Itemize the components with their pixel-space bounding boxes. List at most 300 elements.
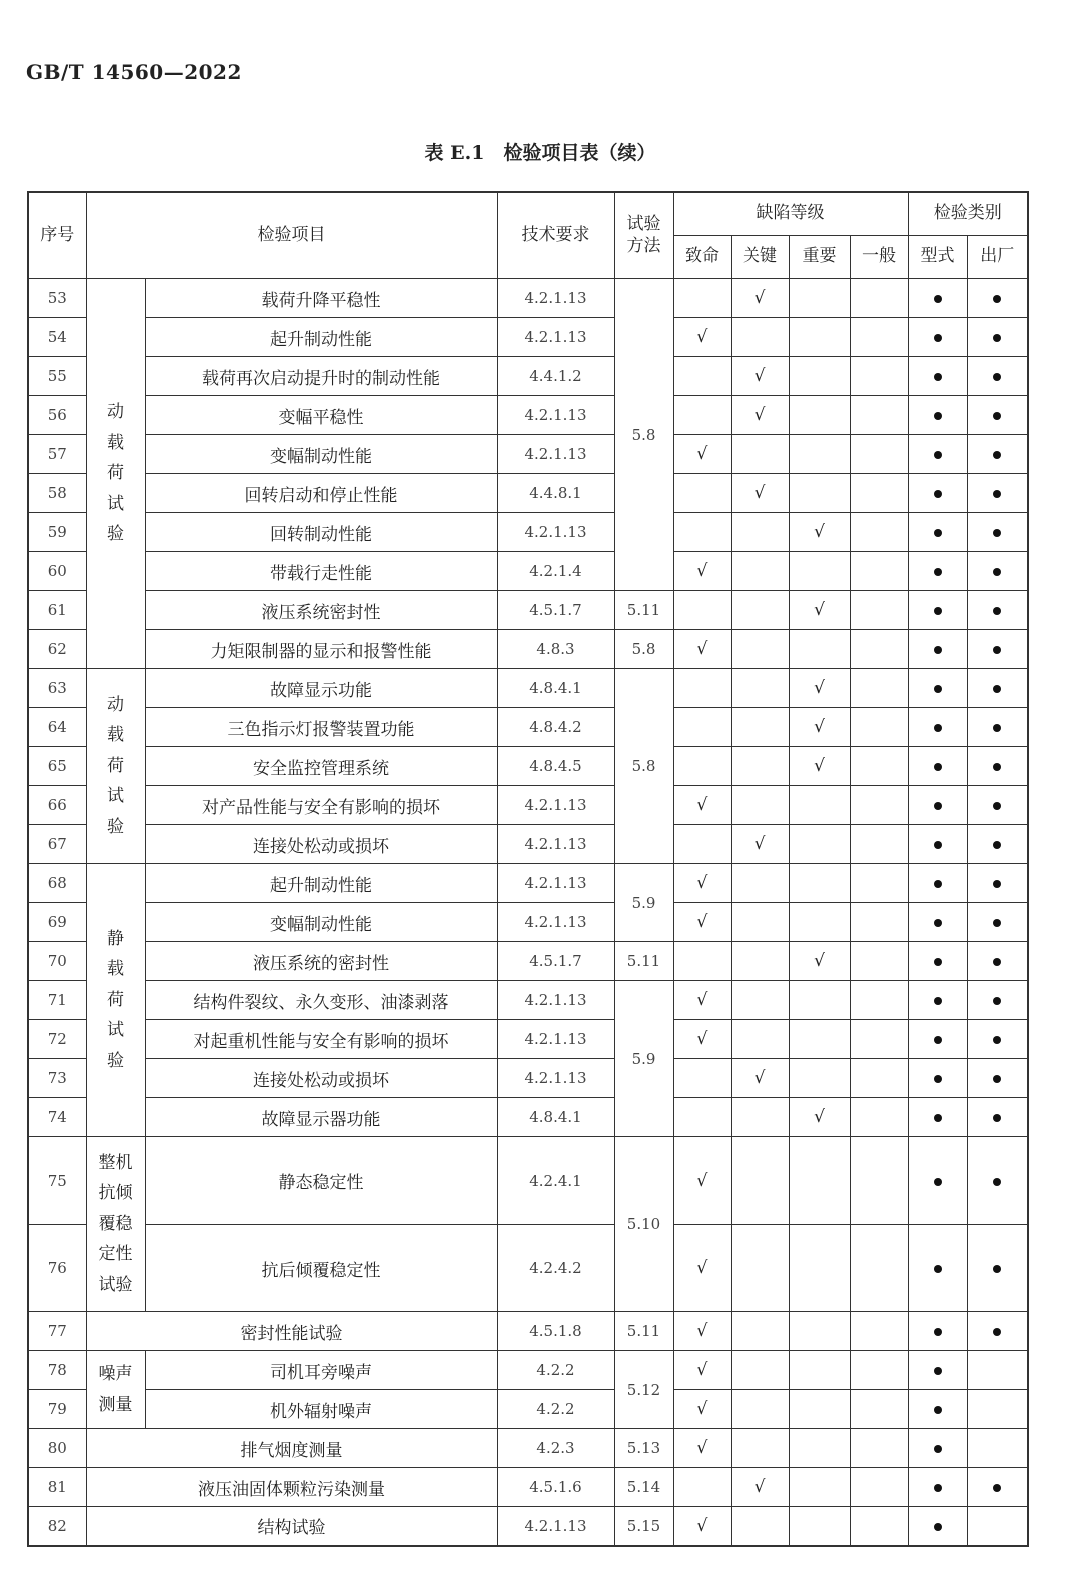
bullet-dot-icon [934, 1445, 942, 1453]
defect-major-cell [789, 1390, 850, 1429]
inspection-table [27, 191, 1029, 1547]
type-test-cell [908, 591, 967, 630]
item-name: 回转启动和停止性能 [145, 474, 497, 513]
tech-requirement: 4.2.1.13 [497, 1507, 614, 1546]
row-number: 60 [28, 552, 86, 591]
type-test-cell [908, 942, 967, 981]
table-row [28, 1468, 1028, 1507]
factory-cell [967, 591, 1028, 630]
bullet-dot-icon [934, 1178, 942, 1186]
bullet-dot-icon [993, 1178, 1001, 1186]
defect-general-cell [850, 1098, 908, 1137]
row-number: 61 [28, 591, 86, 630]
bullet-dot-icon [934, 880, 942, 888]
row-number: 68 [28, 864, 86, 903]
test-method: 5.9 [614, 864, 673, 942]
item-name: 静态稳定性 [145, 1137, 497, 1225]
defect-key-cell [731, 630, 789, 669]
defect-major-cell [789, 396, 850, 435]
row-number: 63 [28, 669, 86, 708]
bullet-dot-icon [993, 1484, 1001, 1492]
type-test-cell [908, 279, 967, 318]
bullet-dot-icon [993, 958, 1001, 966]
table-caption: 表 E.1 检验项目表（续） [424, 142, 656, 164]
tech-requirement: 4.4.1.2 [497, 357, 614, 396]
defect-general-cell [850, 357, 908, 396]
table-row [28, 1020, 1028, 1059]
defect-general-cell [850, 1429, 908, 1468]
defect-general-cell [850, 1390, 908, 1429]
bullet-dot-icon [993, 568, 1001, 576]
check-mark-icon: √ [789, 747, 850, 786]
bullet-dot-icon [993, 334, 1001, 342]
factory-cell [967, 1059, 1028, 1098]
table-row [28, 513, 1028, 552]
test-method: 5.14 [614, 1468, 673, 1507]
factory-cell [967, 669, 1028, 708]
check-mark-icon: √ [673, 1351, 731, 1390]
item-name: 变幅平稳性 [145, 396, 497, 435]
defect-major-cell [789, 357, 850, 396]
check-mark-icon: √ [673, 1137, 731, 1225]
bullet-dot-icon [934, 1406, 942, 1414]
tech-requirement: 4.2.1.13 [497, 318, 614, 357]
test-method: 5.11 [614, 591, 673, 630]
defect-major-cell [789, 1429, 850, 1468]
factory-cell [967, 1225, 1028, 1312]
table-row [28, 864, 1028, 903]
defect-general-cell [850, 708, 908, 747]
defect-key-cell [731, 1390, 789, 1429]
defect-key-cell [731, 1225, 789, 1312]
row-number: 82 [28, 1507, 86, 1546]
factory-cell [967, 1429, 1028, 1468]
test-method: 5.12 [614, 1351, 673, 1429]
table-row [28, 708, 1028, 747]
tech-requirement: 4.2.2 [497, 1351, 614, 1390]
bullet-dot-icon [934, 802, 942, 810]
test-method: 5.11 [614, 1312, 673, 1351]
bullet-dot-icon [993, 490, 1001, 498]
table-row [28, 591, 1028, 630]
bullet-dot-icon [993, 1075, 1001, 1083]
defect-key-cell [731, 513, 789, 552]
defect-general-cell [850, 981, 908, 1020]
defect-major-cell [789, 786, 850, 825]
defect-fatal-cell [673, 357, 731, 396]
table-row [28, 786, 1028, 825]
type-test-cell [908, 1059, 967, 1098]
item-name: 安全监控管理系统 [145, 747, 497, 786]
item-name: 连接处松动或损坏 [145, 825, 497, 864]
bullet-dot-icon [993, 763, 1001, 771]
bullet-dot-icon [934, 841, 942, 849]
test-method: 5.15 [614, 1507, 673, 1546]
check-mark-icon: √ [673, 1312, 731, 1351]
row-number: 72 [28, 1020, 86, 1059]
bullet-dot-icon [934, 1367, 942, 1375]
defect-key-cell [731, 903, 789, 942]
tech-requirement: 4.2.1.13 [497, 903, 614, 942]
group-label: 静载荷试验 [86, 864, 145, 1137]
table-row [28, 1312, 1028, 1351]
group-label: 动载荷试验 [86, 279, 145, 669]
factory-cell [967, 552, 1028, 591]
defect-key-cell [731, 591, 789, 630]
defect-fatal-cell [673, 669, 731, 708]
check-mark-icon: √ [673, 786, 731, 825]
type-test-cell [908, 474, 967, 513]
row-number: 80 [28, 1429, 86, 1468]
item-name: 载荷再次启动提升时的制动性能 [145, 357, 497, 396]
defect-general-cell [850, 1507, 908, 1546]
bullet-dot-icon [993, 607, 1001, 615]
defect-general-cell [850, 942, 908, 981]
tech-requirement: 4.2.1.13 [497, 396, 614, 435]
item-name: 司机耳旁噪声 [145, 1351, 497, 1390]
item-name: 对产品性能与安全有影响的损坏 [145, 786, 497, 825]
bullet-dot-icon [993, 1036, 1001, 1044]
tech-requirement: 4.2.2 [497, 1390, 614, 1429]
factory-cell [967, 357, 1028, 396]
check-mark-icon: √ [731, 357, 789, 396]
defect-key-cell [731, 1020, 789, 1059]
defect-general-cell [850, 591, 908, 630]
bullet-dot-icon [934, 646, 942, 654]
bullet-dot-icon [993, 724, 1001, 732]
row-number: 66 [28, 786, 86, 825]
check-mark-icon: √ [731, 1468, 789, 1507]
defect-key-cell [731, 981, 789, 1020]
factory-cell [967, 318, 1028, 357]
defect-general-cell [850, 669, 908, 708]
check-mark-icon: √ [673, 435, 731, 474]
defect-key-cell [731, 1507, 789, 1546]
check-mark-icon: √ [731, 396, 789, 435]
check-mark-icon: √ [673, 1390, 731, 1429]
defect-general-cell [850, 747, 908, 786]
bullet-dot-icon [934, 1036, 942, 1044]
item-name: 回转制动性能 [145, 513, 497, 552]
type-test-cell [908, 1351, 967, 1390]
header-key: 关键 [731, 236, 789, 279]
factory-cell [967, 1390, 1028, 1429]
bullet-dot-icon [934, 412, 942, 420]
table-row [28, 357, 1028, 396]
check-mark-icon: √ [673, 630, 731, 669]
type-test-cell [908, 1312, 967, 1351]
bullet-dot-icon [934, 607, 942, 615]
type-test-cell [908, 1225, 967, 1312]
row-number: 81 [28, 1468, 86, 1507]
factory-cell [967, 786, 1028, 825]
row-number: 79 [28, 1390, 86, 1429]
tech-requirement: 4.5.1.6 [497, 1468, 614, 1507]
defect-major-cell [789, 903, 850, 942]
type-test-cell [908, 669, 967, 708]
bullet-dot-icon [934, 1075, 942, 1083]
tech-requirement: 4.2.4.1 [497, 1137, 614, 1225]
defect-major-cell [789, 1225, 850, 1312]
check-mark-icon: √ [673, 1507, 731, 1546]
group-label: 整机抗倾覆稳定性试验 [86, 1137, 145, 1312]
type-test-cell [908, 981, 967, 1020]
check-mark-icon: √ [673, 552, 731, 591]
defect-fatal-cell [673, 396, 731, 435]
bullet-dot-icon [934, 373, 942, 381]
bullet-dot-icon [934, 1523, 942, 1531]
defect-fatal-cell [673, 1059, 731, 1098]
row-number: 57 [28, 435, 86, 474]
type-test-cell [908, 1098, 967, 1137]
factory-cell [967, 864, 1028, 903]
defect-fatal-cell [673, 1098, 731, 1137]
header-type-test: 型式 [908, 236, 967, 279]
defect-key-cell [731, 318, 789, 357]
table-row [28, 825, 1028, 864]
factory-cell [967, 1468, 1028, 1507]
defect-key-cell [731, 1351, 789, 1390]
defect-general-cell [850, 552, 908, 591]
bullet-dot-icon [934, 919, 942, 927]
tech-requirement: 4.2.1.13 [497, 435, 614, 474]
header-req: 技术要求 [497, 192, 614, 279]
defect-major-cell [789, 1468, 850, 1507]
check-mark-icon: √ [673, 1020, 731, 1059]
header-major: 重要 [789, 236, 850, 279]
defect-major-cell [789, 1312, 850, 1351]
type-test-cell [908, 1137, 967, 1225]
tech-requirement: 4.8.4.2 [497, 708, 614, 747]
tech-requirement: 4.2.1.13 [497, 1020, 614, 1059]
defect-fatal-cell [673, 747, 731, 786]
defect-general-cell [850, 513, 908, 552]
item-name: 抗后倾覆稳定性 [145, 1225, 497, 1312]
table-row [28, 1137, 1028, 1225]
tech-requirement: 4.2.1.4 [497, 552, 614, 591]
row-number: 78 [28, 1351, 86, 1390]
item-name: 故障显示功能 [145, 669, 497, 708]
defect-general-cell [850, 1351, 908, 1390]
row-number: 73 [28, 1059, 86, 1098]
defect-key-cell [731, 942, 789, 981]
bullet-dot-icon [993, 685, 1001, 693]
factory-cell [967, 513, 1028, 552]
bullet-dot-icon [993, 412, 1001, 420]
type-test-cell [908, 396, 967, 435]
item-name: 液压油固体颗粒污染测量 [86, 1468, 497, 1507]
tech-requirement: 4.8.3 [497, 630, 614, 669]
row-number: 53 [28, 279, 86, 318]
bullet-dot-icon [934, 334, 942, 342]
item-name: 结构件裂纹、永久变形、油漆剥落 [145, 981, 497, 1020]
row-number: 54 [28, 318, 86, 357]
type-test-cell [908, 1468, 967, 1507]
check-mark-icon: √ [673, 318, 731, 357]
defect-major-cell [789, 1507, 850, 1546]
row-number: 77 [28, 1312, 86, 1351]
bullet-dot-icon [934, 490, 942, 498]
check-mark-icon: √ [673, 903, 731, 942]
bullet-dot-icon [993, 295, 1001, 303]
defect-major-cell [789, 279, 850, 318]
defect-general-cell [850, 435, 908, 474]
factory-cell [967, 1351, 1028, 1390]
defect-fatal-cell [673, 708, 731, 747]
table-row [28, 630, 1028, 669]
type-test-cell [908, 708, 967, 747]
tech-requirement: 4.2.1.13 [497, 981, 614, 1020]
defect-general-cell [850, 864, 908, 903]
table-body [28, 279, 1028, 1546]
tech-requirement: 4.5.1.8 [497, 1312, 614, 1351]
defect-general-cell [850, 279, 908, 318]
test-method: 5.10 [614, 1137, 673, 1312]
header-category: 检验类别 [908, 192, 1028, 236]
factory-cell [967, 1020, 1028, 1059]
table-row [28, 396, 1028, 435]
type-test-cell [908, 786, 967, 825]
defect-general-cell [850, 903, 908, 942]
defect-key-cell [731, 864, 789, 903]
defect-key-cell [731, 552, 789, 591]
row-number: 74 [28, 1098, 86, 1137]
tech-requirement: 4.2.4.2 [497, 1225, 614, 1312]
defect-key-cell [731, 747, 789, 786]
defect-major-cell [789, 435, 850, 474]
table-row [28, 903, 1028, 942]
defect-major-cell [789, 825, 850, 864]
bullet-dot-icon [993, 1328, 1001, 1336]
table-row [28, 474, 1028, 513]
tech-requirement: 4.2.1.13 [497, 279, 614, 318]
defect-key-cell [731, 435, 789, 474]
factory-cell [967, 1312, 1028, 1351]
factory-cell [967, 396, 1028, 435]
defect-major-cell [789, 1059, 850, 1098]
item-name: 连接处松动或损坏 [145, 1059, 497, 1098]
item-name: 变幅制动性能 [145, 435, 497, 474]
defect-key-cell [731, 1098, 789, 1137]
defect-general-cell [850, 1225, 908, 1312]
defect-major-cell [789, 630, 850, 669]
table-row [28, 1390, 1028, 1429]
tech-requirement: 4.2.1.13 [497, 786, 614, 825]
check-mark-icon: √ [789, 1098, 850, 1137]
item-name: 结构试验 [86, 1507, 497, 1546]
test-method: 5.13 [614, 1429, 673, 1468]
factory-cell [967, 708, 1028, 747]
item-name: 故障显示器功能 [145, 1098, 497, 1137]
header-general: 一般 [850, 236, 908, 279]
factory-cell [967, 1098, 1028, 1137]
header-fatal: 致命 [673, 236, 731, 279]
check-mark-icon: √ [731, 825, 789, 864]
item-name: 带载行走性能 [145, 552, 497, 591]
bullet-dot-icon [993, 1265, 1001, 1273]
bullet-dot-icon [993, 802, 1001, 810]
item-name: 起升制动性能 [145, 864, 497, 903]
defect-fatal-cell [673, 1468, 731, 1507]
factory-cell [967, 903, 1028, 942]
defect-key-cell [731, 1429, 789, 1468]
type-test-cell [908, 1429, 967, 1468]
row-number: 75 [28, 1137, 86, 1225]
row-number: 55 [28, 357, 86, 396]
bullet-dot-icon [993, 529, 1001, 537]
item-name: 机外辐射噪声 [145, 1390, 497, 1429]
table-row [28, 1098, 1028, 1137]
tech-requirement: 4.2.1.13 [497, 513, 614, 552]
defect-key-cell [731, 669, 789, 708]
bullet-dot-icon [934, 763, 942, 771]
factory-cell [967, 474, 1028, 513]
check-mark-icon: √ [789, 591, 850, 630]
tech-requirement: 4.2.3 [497, 1429, 614, 1468]
check-mark-icon: √ [789, 708, 850, 747]
bullet-dot-icon [934, 451, 942, 459]
table-row [28, 279, 1028, 318]
item-name: 载荷升降平稳性 [145, 279, 497, 318]
check-mark-icon: √ [789, 942, 850, 981]
type-test-cell [908, 825, 967, 864]
type-test-cell [908, 1020, 967, 1059]
row-number: 59 [28, 513, 86, 552]
test-method: 5.8 [614, 279, 673, 591]
row-number: 56 [28, 396, 86, 435]
bullet-dot-icon [934, 958, 942, 966]
defect-general-cell [850, 630, 908, 669]
defect-major-cell [789, 474, 850, 513]
tech-requirement: 4.8.4.1 [497, 669, 614, 708]
bullet-dot-icon [934, 295, 942, 303]
defect-general-cell [850, 1020, 908, 1059]
defect-major-cell [789, 552, 850, 591]
check-mark-icon: √ [731, 474, 789, 513]
header-defect-level: 缺陷等级 [673, 192, 908, 236]
defect-general-cell [850, 318, 908, 357]
bullet-dot-icon [993, 373, 1001, 381]
check-mark-icon: √ [673, 981, 731, 1020]
defect-major-cell [789, 1351, 850, 1390]
test-method: 5.11 [614, 942, 673, 981]
type-test-cell [908, 357, 967, 396]
tech-requirement: 4.4.8.1 [497, 474, 614, 513]
bullet-dot-icon [993, 1114, 1001, 1122]
bullet-dot-icon [993, 919, 1001, 927]
row-number: 58 [28, 474, 86, 513]
defect-key-cell [731, 1137, 789, 1225]
factory-cell [967, 825, 1028, 864]
defect-general-cell [850, 1137, 908, 1225]
header-seq: 序号 [28, 192, 86, 279]
table-row [28, 552, 1028, 591]
type-test-cell [908, 903, 967, 942]
type-test-cell [908, 435, 967, 474]
item-name: 密封性能试验 [86, 1312, 497, 1351]
header-factory: 出厂 [967, 236, 1028, 279]
check-mark-icon: √ [673, 1225, 731, 1312]
item-name: 起升制动性能 [145, 318, 497, 357]
tech-requirement: 4.8.4.5 [497, 747, 614, 786]
factory-cell [967, 630, 1028, 669]
defect-general-cell [850, 786, 908, 825]
defect-fatal-cell [673, 825, 731, 864]
bullet-dot-icon [934, 568, 942, 576]
type-test-cell [908, 630, 967, 669]
group-label: 动载荷试验 [86, 669, 145, 864]
type-test-cell [908, 864, 967, 903]
